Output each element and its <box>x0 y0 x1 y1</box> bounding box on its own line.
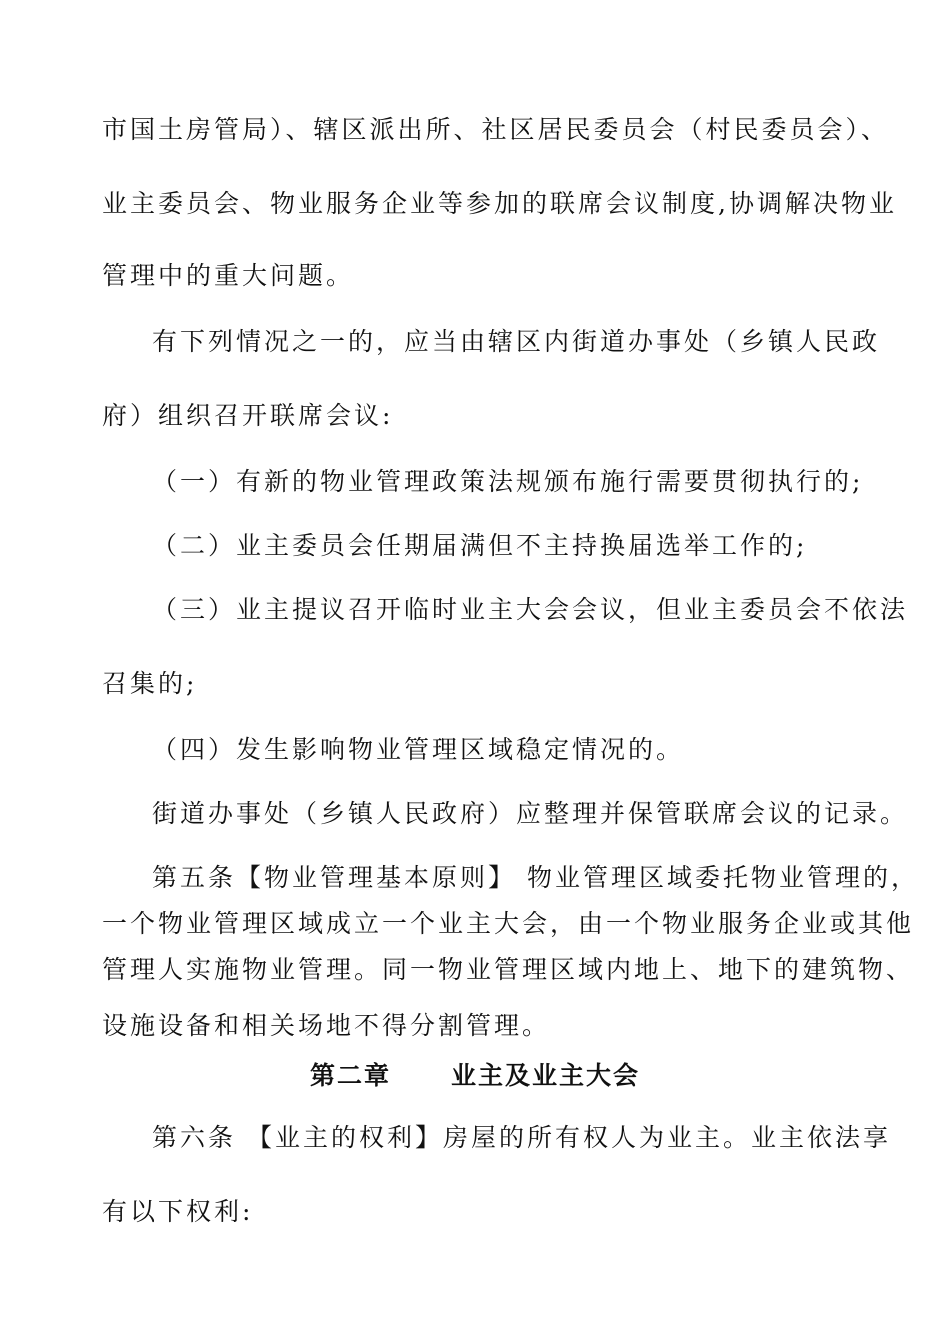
article-5-line: 第五条【物业管理基本原则】 物业管理区域委托物业管理的， <box>152 863 919 892</box>
list-item: （二）业主委员会任期届满但不主持换届选举工作的; <box>152 531 808 560</box>
paragraph-line: 有下列情况之一的，应当由辖区内街道办事处（乡镇人民政 <box>152 327 881 356</box>
paragraph-line: 业主委员会、物业服务企业等参加的联席会议制度,协调解决物业 <box>102 189 897 218</box>
paragraph-line: 街道办事处（乡镇人民政府）应整理并保管联席会议的记录。 <box>152 799 909 828</box>
list-item: （四）发生影响物业管理区域稳定情况的。 <box>152 735 685 764</box>
paragraph-line: 府）组织召开联席会议: <box>102 401 394 430</box>
chapter-number: 第二章 <box>309 1061 391 1090</box>
chapter-title: 业主及业主大会 <box>451 1061 641 1090</box>
article-5-line: 一个物业管理区域成立一个业主大会，由一个物业服务企业或其他 <box>102 909 915 938</box>
paragraph-line: 管理中的重大问题。 <box>102 261 355 290</box>
list-item-continuation: 召集的; <box>102 669 198 698</box>
article-5-line: 管理人实施物业管理。同一物业管理区域内地上、地下的建筑物、 <box>102 955 915 984</box>
paragraph-line: 市国土房管局）、辖区派出所、社区居民委员会（村民委员会）、 <box>102 115 890 144</box>
list-item: （一）有新的物业管理政策法规颁布施行需要贯彻执行的; <box>152 467 864 496</box>
article-6-line: 第六条 【业主的权利】房屋的所有权人为业主。业主依法享 <box>152 1123 891 1152</box>
list-item: （三）业主提议召开临时业主大会会议，但业主委员会不依法 <box>152 595 909 624</box>
article-5-line: 设施设备和相关场地不得分割管理。 <box>102 1011 551 1040</box>
chapter-heading <box>0 1060 950 1092</box>
article-6-line: 有以下权利: <box>102 1197 254 1226</box>
